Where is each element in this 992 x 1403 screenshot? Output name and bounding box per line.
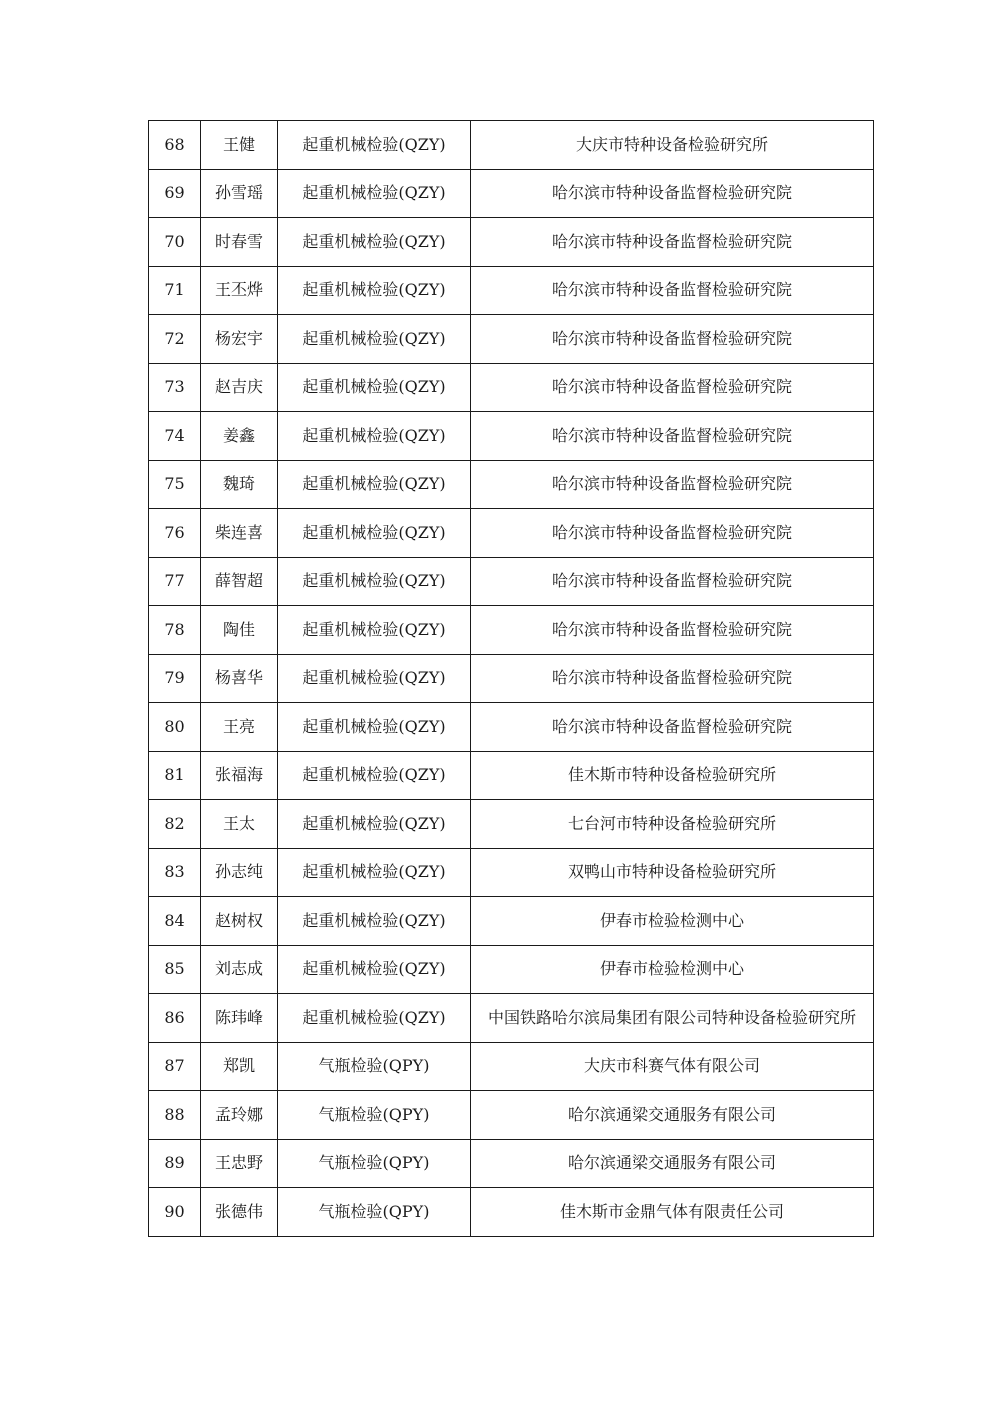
row-number-cell: 80 [149, 703, 201, 752]
organization-cell: 哈尔滨市特种设备监督检验研究院 [471, 218, 874, 267]
organization-cell: 哈尔滨市特种设备监督检验研究院 [471, 654, 874, 703]
inspection-item-cell: 起重机械检验(QZY) [278, 945, 471, 994]
person-name-cell: 孟玲娜 [201, 1091, 278, 1140]
row-number-cell: 71 [149, 266, 201, 315]
table-row [149, 994, 874, 1043]
inspection-item-cell: 气瓶检验(QPY) [278, 1091, 471, 1140]
row-number-cell: 90 [149, 1188, 201, 1237]
person-name-cell: 郑凯 [201, 1042, 278, 1091]
organization-cell: 七台河市特种设备检验研究所 [471, 800, 874, 849]
inspection-item-cell: 起重机械检验(QZY) [278, 315, 471, 364]
inspection-item-cell: 气瓶检验(QPY) [278, 1139, 471, 1188]
table-row [149, 169, 874, 218]
person-name-cell: 赵树权 [201, 897, 278, 946]
person-name-cell: 时春雪 [201, 218, 278, 267]
person-name-cell: 赵吉庆 [201, 363, 278, 412]
inspection-item-cell: 起重机械检验(QZY) [278, 654, 471, 703]
table-row [149, 751, 874, 800]
table-row [149, 897, 874, 946]
row-number-cell: 77 [149, 557, 201, 606]
person-name-cell: 张德伟 [201, 1188, 278, 1237]
inspection-item-cell: 起重机械检验(QZY) [278, 412, 471, 461]
inspection-item-cell: 起重机械检验(QZY) [278, 509, 471, 558]
organization-cell: 哈尔滨市特种设备监督检验研究院 [471, 169, 874, 218]
row-number-cell: 83 [149, 848, 201, 897]
table-row [149, 1042, 874, 1091]
row-number-cell: 70 [149, 218, 201, 267]
person-name-cell: 张福海 [201, 751, 278, 800]
person-name-cell: 王健 [201, 121, 278, 170]
person-name-cell: 孙志纯 [201, 848, 278, 897]
inspection-item-cell: 起重机械检验(QZY) [278, 460, 471, 509]
table-row [149, 800, 874, 849]
person-name-cell: 魏琦 [201, 460, 278, 509]
row-number-cell: 85 [149, 945, 201, 994]
table-row [149, 363, 874, 412]
inspection-item-cell: 气瓶检验(QPY) [278, 1042, 471, 1091]
table-row [149, 945, 874, 994]
row-number-cell: 72 [149, 315, 201, 364]
person-name-cell: 王丕烨 [201, 266, 278, 315]
person-name-cell: 王忠野 [201, 1139, 278, 1188]
organization-cell: 佳木斯市金鼎气体有限责任公司 [471, 1188, 874, 1237]
organization-cell: 伊春市检验检测中心 [471, 945, 874, 994]
row-number-cell: 69 [149, 169, 201, 218]
inspection-item-cell: 起重机械检验(QZY) [278, 266, 471, 315]
table-row [149, 606, 874, 655]
row-number-cell: 73 [149, 363, 201, 412]
row-number-cell: 84 [149, 897, 201, 946]
table-row [149, 266, 874, 315]
person-name-cell: 姜鑫 [201, 412, 278, 461]
person-name-cell: 王太 [201, 800, 278, 849]
inspection-item-cell: 气瓶检验(QPY) [278, 1188, 471, 1237]
row-number-cell: 88 [149, 1091, 201, 1140]
row-number-cell: 75 [149, 460, 201, 509]
row-number-cell: 81 [149, 751, 201, 800]
organization-cell: 哈尔滨通梁交通服务有限公司 [471, 1091, 874, 1140]
organization-cell: 哈尔滨市特种设备监督检验研究院 [471, 557, 874, 606]
person-name-cell: 柴连喜 [201, 509, 278, 558]
table-row [149, 1091, 874, 1140]
organization-cell: 佳木斯市特种设备检验研究所 [471, 751, 874, 800]
table-row [149, 848, 874, 897]
row-number-cell: 82 [149, 800, 201, 849]
inspection-item-cell: 起重机械检验(QZY) [278, 848, 471, 897]
inspection-item-cell: 起重机械检验(QZY) [278, 218, 471, 267]
person-name-cell: 孙雪瑶 [201, 169, 278, 218]
row-number-cell: 78 [149, 606, 201, 655]
inspector-roster-table [148, 120, 874, 1237]
organization-cell: 中国铁路哈尔滨局集团有限公司特种设备检验研究所 [471, 994, 874, 1043]
table-row [149, 315, 874, 364]
organization-cell: 哈尔滨市特种设备监督检验研究院 [471, 363, 874, 412]
inspection-item-cell: 起重机械检验(QZY) [278, 606, 471, 655]
person-name-cell: 陈玮峰 [201, 994, 278, 1043]
person-name-cell: 王亮 [201, 703, 278, 752]
organization-cell: 哈尔滨市特种设备监督检验研究院 [471, 606, 874, 655]
table-row [149, 654, 874, 703]
person-name-cell: 杨喜华 [201, 654, 278, 703]
row-number-cell: 76 [149, 509, 201, 558]
row-number-cell: 86 [149, 994, 201, 1043]
row-number-cell: 89 [149, 1139, 201, 1188]
organization-cell: 大庆市科赛气体有限公司 [471, 1042, 874, 1091]
organization-cell: 哈尔滨通梁交通服务有限公司 [471, 1139, 874, 1188]
inspection-item-cell: 起重机械检验(QZY) [278, 363, 471, 412]
organization-cell: 哈尔滨市特种设备监督检验研究院 [471, 460, 874, 509]
table-row [149, 218, 874, 267]
inspection-item-cell: 起重机械检验(QZY) [278, 751, 471, 800]
row-number-cell: 68 [149, 121, 201, 170]
organization-cell: 哈尔滨市特种设备监督检验研究院 [471, 412, 874, 461]
person-name-cell: 薛智超 [201, 557, 278, 606]
person-name-cell: 刘志成 [201, 945, 278, 994]
organization-cell: 哈尔滨市特种设备监督检验研究院 [471, 703, 874, 752]
row-number-cell: 79 [149, 654, 201, 703]
organization-cell: 伊春市检验检测中心 [471, 897, 874, 946]
organization-cell: 哈尔滨市特种设备监督检验研究院 [471, 315, 874, 364]
roster-body [149, 121, 874, 1237]
inspection-item-cell: 起重机械检验(QZY) [278, 169, 471, 218]
inspection-item-cell: 起重机械检验(QZY) [278, 994, 471, 1043]
table-row [149, 557, 874, 606]
table-row [149, 412, 874, 461]
organization-cell: 大庆市特种设备检验研究所 [471, 121, 874, 170]
inspection-item-cell: 起重机械检验(QZY) [278, 897, 471, 946]
organization-cell: 哈尔滨市特种设备监督检验研究院 [471, 509, 874, 558]
table-row [149, 121, 874, 170]
inspection-item-cell: 起重机械检验(QZY) [278, 557, 471, 606]
table-row [149, 460, 874, 509]
row-number-cell: 74 [149, 412, 201, 461]
row-number-cell: 87 [149, 1042, 201, 1091]
table-row [149, 1188, 874, 1237]
organization-cell: 哈尔滨市特种设备监督检验研究院 [471, 266, 874, 315]
person-name-cell: 陶佳 [201, 606, 278, 655]
inspection-item-cell: 起重机械检验(QZY) [278, 121, 471, 170]
inspection-item-cell: 起重机械检验(QZY) [278, 800, 471, 849]
table-row [149, 1139, 874, 1188]
table-row [149, 509, 874, 558]
organization-cell: 双鸭山市特种设备检验研究所 [471, 848, 874, 897]
table-row [149, 703, 874, 752]
person-name-cell: 杨宏宇 [201, 315, 278, 364]
inspection-item-cell: 起重机械检验(QZY) [278, 703, 471, 752]
